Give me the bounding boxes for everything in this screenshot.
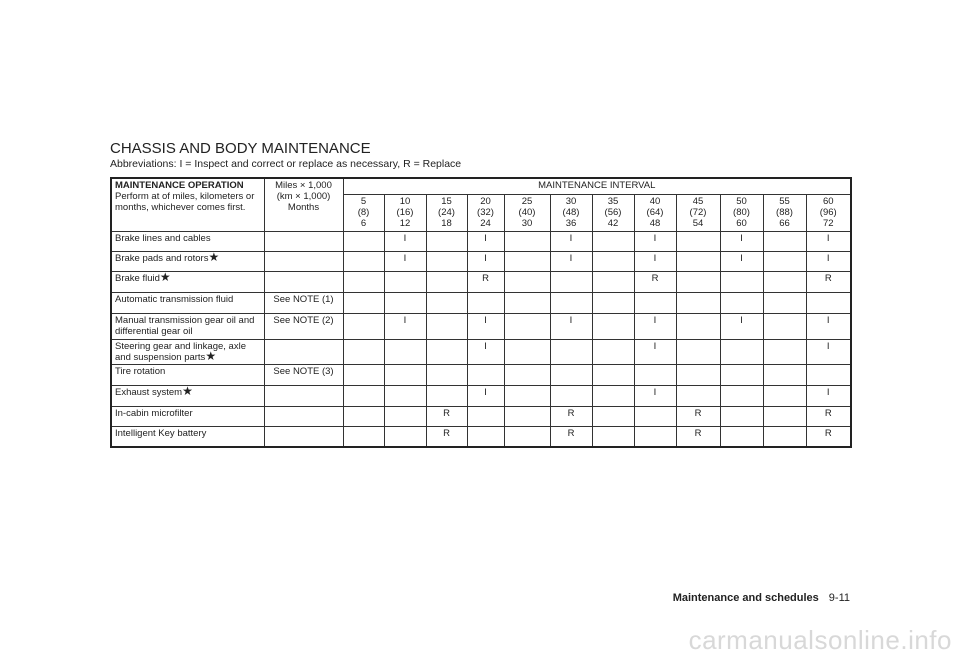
interval-mark (676, 339, 720, 364)
operation-cell (111, 426, 264, 447)
interval-km: (24) (438, 206, 455, 218)
note-cell (264, 251, 343, 271)
interval-km: (48) (562, 206, 580, 218)
interval-mark: I (550, 251, 592, 271)
interval-mark (343, 364, 384, 385)
interval-mark (426, 271, 467, 292)
interval-mark: I (720, 313, 763, 339)
interval-mark (676, 292, 720, 313)
interval-mark (426, 251, 467, 271)
interval-mark (676, 385, 720, 406)
interval-mark (763, 313, 806, 339)
interval-mark (676, 271, 720, 292)
interval-miles: 10 (399, 195, 411, 207)
interval-mark (343, 313, 384, 339)
interval-mark (592, 271, 634, 292)
interval-mark: I (384, 251, 426, 271)
interval-mark (720, 364, 763, 385)
interval-mark (634, 364, 676, 385)
interval-months: 18 (441, 217, 452, 229)
interval-column-header (504, 194, 550, 231)
interval-months: 42 (607, 217, 619, 229)
interval-mark (592, 426, 634, 447)
interval-mark (592, 385, 634, 406)
interval-months: 12 (399, 217, 411, 229)
operation-cell (111, 313, 264, 339)
page-footer (673, 592, 850, 604)
interval-mark: I (634, 313, 676, 339)
interval-months: 6 (360, 217, 367, 229)
interval-miles: 25 (521, 195, 533, 207)
interval-mark: I (467, 385, 504, 406)
star-icon: ★ (208, 249, 220, 264)
operation-name: Steering gear and linkage, axle and suspension parts (115, 340, 246, 363)
operation-name: Manual transmission gear oil and differential gear oil (115, 314, 255, 337)
interval-mark (384, 271, 426, 292)
operation-cell (111, 406, 264, 426)
units-header-cell (264, 178, 343, 231)
interval-mark (763, 231, 806, 251)
interval-mark (504, 339, 550, 364)
interval-mark (763, 364, 806, 385)
interval-miles: 5 (360, 195, 367, 207)
interval-mark (720, 339, 763, 364)
interval-mark: I (467, 231, 504, 251)
interval-mark (384, 364, 426, 385)
interval-months: 60 (736, 217, 747, 229)
interval-mark: R (550, 426, 592, 447)
units-km: (km × 1,000) (276, 191, 331, 202)
operation-header-cell (111, 178, 264, 231)
table-row (111, 339, 851, 364)
table-row (111, 426, 851, 447)
interval-mark (720, 406, 763, 426)
table-row (111, 292, 851, 313)
interval-column-header (634, 194, 676, 231)
table-row (111, 251, 851, 271)
interval-mark: I (467, 339, 504, 364)
interval-mark: R (467, 271, 504, 292)
interval-mark (426, 339, 467, 364)
note-cell (264, 406, 343, 426)
interval-mark (504, 385, 550, 406)
interval-miles: 55 (779, 195, 790, 207)
interval-months: 54 (692, 217, 704, 229)
interval-mark (504, 292, 550, 313)
interval-mark (634, 426, 676, 447)
table-row (111, 313, 851, 339)
note-cell (264, 385, 343, 406)
interval-mark (343, 271, 384, 292)
operation-name: Tire rotation (115, 365, 166, 377)
interval-km: (56) (604, 206, 622, 218)
interval-mark: R (426, 426, 467, 447)
interval-mark (426, 364, 467, 385)
interval-mark: R (676, 406, 720, 426)
interval-months: 36 (565, 217, 577, 229)
abbreviations-note: Abbreviations: I = Inspect and correct or replace as necessary, R = Replace (110, 158, 462, 170)
interval-mark (592, 364, 634, 385)
table-row (111, 364, 851, 385)
note-cell (264, 339, 343, 364)
interval-mark (343, 292, 384, 313)
interval-months: 24 (480, 217, 491, 229)
star-icon: ★ (159, 269, 171, 284)
interval-mark (504, 406, 550, 426)
note-cell: See NOTE (2) (264, 313, 343, 339)
operation-cell (111, 271, 264, 292)
operation-cell (111, 231, 264, 251)
note-cell (264, 231, 343, 251)
interval-mark (592, 313, 634, 339)
interval-km: (72) (689, 206, 707, 218)
interval-column-header (592, 194, 634, 231)
interval-mark: I (550, 313, 592, 339)
interval-mark (720, 426, 763, 447)
interval-mark (504, 251, 550, 271)
star-icon: ★ (182, 383, 193, 398)
interval-mark (720, 271, 763, 292)
interval-mark: I (634, 251, 676, 271)
interval-mark (592, 251, 634, 271)
interval-mark: I (634, 385, 676, 406)
interval-km: (88) (776, 206, 793, 218)
interval-mark (504, 271, 550, 292)
interval-mark (467, 406, 504, 426)
note-cell: See NOTE (3) (264, 364, 343, 385)
note-cell (264, 271, 343, 292)
interval-title: MAINTENANCE INTERVAL (343, 178, 851, 194)
interval-miles: 30 (565, 195, 577, 207)
interval-column-header (806, 194, 851, 231)
operation-cell (111, 385, 264, 406)
interval-months: 48 (649, 217, 661, 229)
interval-mark: I (467, 313, 504, 339)
interval-mark (592, 406, 634, 426)
operation-name: In-cabin microfilter (115, 407, 193, 419)
interval-mark: I (806, 313, 851, 339)
interval-mark (720, 292, 763, 313)
interval-mark (504, 364, 550, 385)
interval-mark (763, 292, 806, 313)
interval-mark (550, 364, 592, 385)
interval-months: 66 (779, 217, 790, 229)
interval-mark (343, 426, 384, 447)
operation-cell (111, 339, 264, 364)
interval-mark (634, 406, 676, 426)
interval-mark: I (467, 251, 504, 271)
interval-mark: I (806, 251, 851, 271)
interval-mark (592, 231, 634, 251)
operation-title: MAINTENANCE OPERATION (115, 180, 244, 191)
interval-mark (426, 313, 467, 339)
operation-cell (111, 292, 264, 313)
watermark: carmanualsonline.info (688, 625, 952, 655)
interval-mark: R (550, 406, 592, 426)
interval-mark (550, 339, 592, 364)
interval-mark (676, 251, 720, 271)
interval-mark: I (806, 339, 851, 364)
interval-km: (32) (477, 206, 494, 218)
interval-mark (763, 251, 806, 271)
operation-name: Brake pads and rotors (115, 252, 209, 264)
interval-mark: I (720, 231, 763, 251)
interval-mark (426, 385, 467, 406)
interval-mark (384, 385, 426, 406)
operation-cell (111, 251, 264, 271)
interval-mark: R (676, 426, 720, 447)
interval-column-header (550, 194, 592, 231)
interval-mark (343, 385, 384, 406)
interval-mark (426, 231, 467, 251)
interval-miles: 45 (692, 195, 704, 207)
interval-km: (64) (646, 206, 664, 218)
interval-column-header (763, 194, 806, 231)
operation-name: Automatic transmission fluid (115, 293, 234, 305)
interval-mark (550, 385, 592, 406)
interval-mark: I (550, 231, 592, 251)
interval-mark (343, 406, 384, 426)
interval-km: (80) (733, 206, 750, 218)
interval-mark (676, 364, 720, 385)
interval-mark (504, 313, 550, 339)
interval-mark (384, 339, 426, 364)
interval-mark: R (806, 406, 851, 426)
table-row (111, 271, 851, 292)
interval-mark (634, 292, 676, 313)
interval-mark: I (720, 251, 763, 271)
interval-mark: I (806, 385, 851, 406)
interval-mark (343, 339, 384, 364)
interval-column-header (343, 194, 384, 231)
page-title: CHASSIS AND BODY MAINTENANCE (110, 140, 371, 157)
operation-name: Intelligent Key battery (115, 427, 207, 439)
note-cell: See NOTE (1) (264, 292, 343, 313)
interval-mark: I (634, 339, 676, 364)
table-row (111, 385, 851, 406)
interval-miles: 50 (736, 195, 747, 207)
interval-miles: 35 (607, 195, 619, 207)
maintenance-table (110, 177, 852, 448)
interval-mark (550, 271, 592, 292)
interval-mark (343, 231, 384, 251)
interval-miles: 60 (822, 195, 834, 207)
interval-mark (763, 406, 806, 426)
interval-miles: 20 (480, 195, 491, 207)
interval-mark (592, 339, 634, 364)
operation-name: Exhaust system (115, 386, 183, 398)
interval-miles: 40 (649, 195, 661, 207)
interval-mark (763, 385, 806, 406)
interval-mark (806, 364, 851, 385)
interval-mark (467, 292, 504, 313)
table-row (111, 231, 851, 251)
operation-desc: Perform at of miles, kilometers or months, whichever comes first. (115, 191, 255, 213)
interval-column-header (676, 194, 720, 231)
interval-km: (40) (518, 206, 536, 218)
interval-mark (720, 385, 763, 406)
units-miles: Miles × 1,000 (275, 180, 332, 191)
interval-mark: I (806, 231, 851, 251)
interval-mark (763, 339, 806, 364)
interval-mark: I (634, 231, 676, 251)
interval-mark: R (634, 271, 676, 292)
note-cell (264, 426, 343, 447)
interval-mark (504, 231, 550, 251)
interval-column-header (426, 194, 467, 231)
interval-mark (592, 292, 634, 313)
operation-name: Brake lines and cables (115, 232, 211, 244)
interval-mark (806, 292, 851, 313)
table-row (111, 406, 851, 426)
interval-mark (467, 426, 504, 447)
interval-mark (550, 292, 592, 313)
interval-mark (763, 271, 806, 292)
interval-mark (467, 364, 504, 385)
interval-mark (763, 426, 806, 447)
interval-months: 30 (521, 217, 533, 229)
interval-mark (384, 406, 426, 426)
interval-column-header (384, 194, 426, 231)
interval-months: 72 (822, 217, 834, 229)
interval-mark (676, 231, 720, 251)
footer-section: Maintenance and schedules (672, 592, 819, 604)
operation-name: Brake fluid (115, 272, 160, 284)
units-months: Months (287, 202, 320, 213)
interval-miles: 15 (441, 195, 452, 207)
interval-mark (343, 251, 384, 271)
interval-mark (504, 426, 550, 447)
interval-km: (16) (396, 206, 414, 218)
page-number: 9-11 (828, 592, 850, 604)
interval-mark (384, 292, 426, 313)
interval-column-header (720, 194, 763, 231)
interval-column-header (467, 194, 504, 231)
star-icon: ★ (205, 348, 217, 363)
interval-mark: I (384, 231, 426, 251)
interval-mark: R (426, 406, 467, 426)
interval-mark (426, 292, 467, 313)
interval-km: (8) (357, 206, 370, 218)
interval-mark (384, 426, 426, 447)
operation-cell (111, 364, 264, 385)
interval-mark: I (384, 313, 426, 339)
interval-mark (676, 313, 720, 339)
interval-mark: R (806, 426, 851, 447)
interval-mark: R (806, 271, 851, 292)
interval-km: (96) (819, 206, 837, 218)
